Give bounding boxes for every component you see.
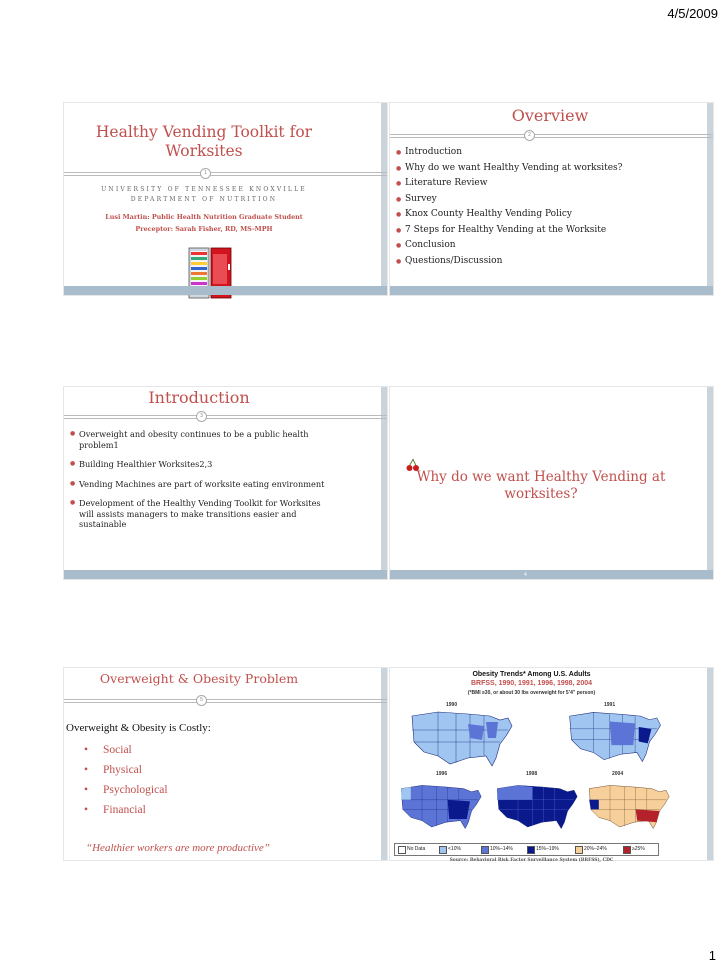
list-item: ● Conclusion xyxy=(396,238,706,254)
list-item: ● Introduction xyxy=(396,145,706,161)
slide-obesity-trends[interactable] xyxy=(390,668,713,863)
chart-subtitle: BRFSS, 1990, 1991, 1996, 1998, 2004 xyxy=(470,680,593,687)
list-item: • Psychological xyxy=(84,780,168,800)
slide-edge-bar xyxy=(707,103,713,295)
year-label: 1990 xyxy=(446,702,458,708)
divider-line xyxy=(64,172,387,176)
slide-obesity-problem[interactable] xyxy=(64,668,387,860)
divider-line xyxy=(64,699,387,703)
cost-list xyxy=(84,740,168,820)
slide-number-circle: 3 xyxy=(196,411,207,422)
legend-swatch xyxy=(623,846,631,854)
list-item: ● Development of the Healthy Vending Toolkit for Worksites will assists managers to make transitions easier and sustainable xyxy=(70,498,332,530)
slide-title-text: Overview xyxy=(511,106,589,125)
year-label: 1991 xyxy=(604,702,616,708)
slide-footer-bar xyxy=(64,286,387,295)
source-note: Source: Behavioral Risk Factor Surveillance System (BRFSS), CDC xyxy=(449,858,614,863)
divider-line xyxy=(390,134,713,138)
us-map-1996 xyxy=(398,778,486,836)
year-label: 2004 xyxy=(612,771,624,777)
legend-swatch xyxy=(439,846,447,854)
slide-overview[interactable] xyxy=(390,103,713,295)
affiliation: UNIVERSITY OF TENNESSEE KNOXVILLE DEPARTMENT OF NUTRITION xyxy=(101,186,307,203)
slide-title-text: Overweight & Obesity Problem xyxy=(99,671,299,686)
list-item: ● Questions/Discussion xyxy=(396,254,706,270)
list-item: ● Survey xyxy=(396,192,706,208)
legend-swatch xyxy=(575,846,583,854)
legend-swatch xyxy=(527,846,535,854)
list-item: ● Building Healthier Worksites2,3 xyxy=(70,459,332,470)
authors: Lusi Martin: Public Health Nutrition Graduate Student Preceptor: Sarah Fisher, RD, MS-MPH xyxy=(105,213,303,233)
lead-text: Overweight & Obesity is Costly: xyxy=(66,722,211,734)
slide-title-text: Healthy Vending Toolkit for Worksites xyxy=(95,123,313,160)
legend-swatch xyxy=(398,846,406,854)
year-label: 1996 xyxy=(436,771,448,777)
list-item: ● Vending Machines are part of worksite eating environment xyxy=(70,479,332,490)
slide-edge-bar xyxy=(707,387,713,579)
list-item: ● Knox County Healthy Vending Policy xyxy=(396,207,706,223)
chart-title: Obesity Trends* Among U.S. Adults xyxy=(472,671,591,678)
slide-footer-bar xyxy=(390,570,713,579)
legend-label: <10% xyxy=(448,846,461,852)
slide-title[interactable] xyxy=(64,103,387,295)
slide-footer-bar xyxy=(64,570,387,579)
slide-edge-bar xyxy=(381,103,387,295)
slide-introduction[interactable] xyxy=(64,387,387,579)
us-map-1990 xyxy=(408,708,518,770)
legend-label: 15%–19% xyxy=(536,846,559,852)
slide-why-healthy-vending[interactable] xyxy=(390,387,713,579)
slide-edge-bar xyxy=(707,668,713,860)
slide-footer-bar xyxy=(390,286,713,295)
slide-number-circle: 5 xyxy=(196,695,207,706)
divider-line xyxy=(64,415,387,419)
list-item: • Social xyxy=(84,740,168,760)
section-question: Why do we want Healthy Vending at worksites? xyxy=(416,469,666,502)
year-label: 1998 xyxy=(526,771,538,777)
slide-title-text: Introduction xyxy=(148,388,250,407)
overview-list xyxy=(396,145,706,269)
chart-note: (*BMI ≥30, or about 30 lbs overweight for 5’4” person) xyxy=(467,690,596,696)
legend-swatch xyxy=(481,846,489,854)
list-item: • Physical xyxy=(84,760,168,780)
slide-edge-bar xyxy=(381,668,387,860)
legend-label: No Data xyxy=(407,846,426,852)
quote-text: “Healthier workers are more productive” xyxy=(86,842,270,854)
slide-number-circle: 1 xyxy=(200,168,211,179)
print-date: 4/5/2009 xyxy=(667,6,718,21)
legend-label: 20%–24% xyxy=(584,846,607,852)
us-map-1998 xyxy=(494,778,582,836)
list-item: ● Why do we want Healthy Vending at worksites? xyxy=(396,161,706,177)
legend-label: 10%–14% xyxy=(490,846,513,852)
slide-number: 4 xyxy=(524,572,527,578)
introduction-list xyxy=(70,429,332,539)
us-map-2004 xyxy=(586,778,674,836)
chart-legend xyxy=(394,843,659,856)
list-item: ● Literature Review xyxy=(396,176,706,192)
page-number: 1 xyxy=(708,948,716,963)
legend-label: ≥25% xyxy=(632,846,645,852)
slide-number-circle: 2 xyxy=(524,130,535,141)
list-item: • Financial xyxy=(84,800,168,820)
list-item: ● 7 Steps for Healthy Vending at the Worksite xyxy=(396,223,706,239)
list-item: ● Overweight and obesity continues to be a public health problem1 xyxy=(70,429,332,450)
us-map-1991 xyxy=(566,708,666,766)
